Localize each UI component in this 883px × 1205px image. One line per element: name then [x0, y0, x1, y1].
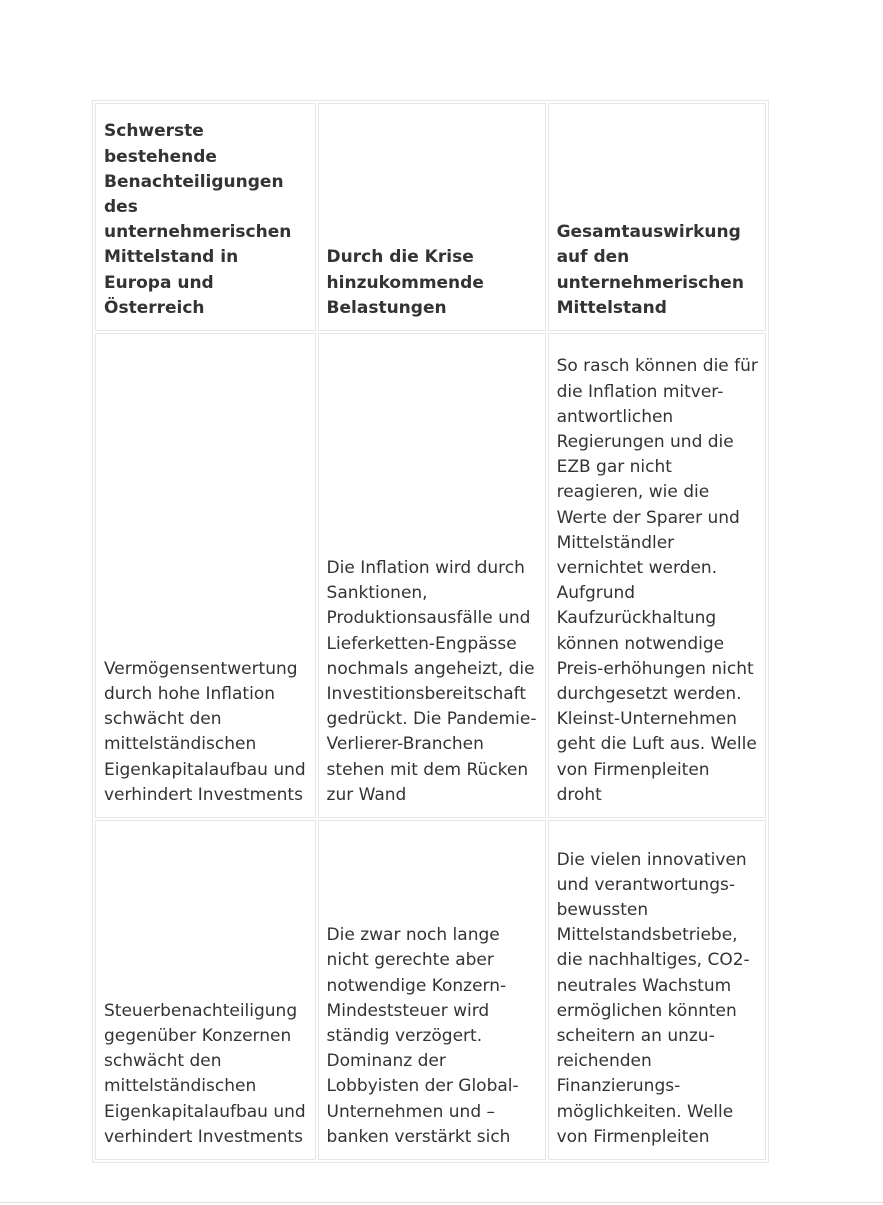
header-crisis-burdens: Durch die Krise hinzukommende Belastungen [318, 103, 546, 331]
table-cell: Steuerbenachteiligung gegenüber Konzernen schwächt den mittelständischen Eigenkapitalaufbau und verhindert Investments [95, 820, 316, 1160]
table-row [95, 820, 766, 1160]
table-cell: Die zwar noch lange nicht gerechte aber notwendige Konzern-Mindeststeuer wird ständig verzögert. Dominanz der Lobbyisten der Global-Unternehmen und –banken verstärkt sich [318, 820, 546, 1160]
page-bottom-divider [0, 1202, 883, 1203]
table-row [95, 333, 766, 818]
table-cell: Die vielen innovativen und verantwortungs-bewussten Mittelstandsbetriebe, die nachhaltiges, CO2-neutrales Wachstum ermöglichen könnten scheitern an unzu-reichenden Finanzierungs-möglichkeiten. Welle von Firmenpleiten [548, 820, 766, 1160]
table-cell: Vermögensentwertung durch hohe Inflation schwächt den mittelständischen Eigenkapitalaufbau und verhindert Investments [95, 333, 316, 818]
comparison-table [92, 100, 769, 1163]
table-header-row [95, 103, 766, 331]
header-overall-impact: Gesamtauswirkung auf den unternehmerischen Mittelstand [548, 103, 766, 331]
header-existing-disadvantages: Schwerste bestehende Benachteiligungen des unternehmerischen Mittelstand in Europa und Österreich [95, 103, 316, 331]
table-cell: Die Inflation wird durch Sanktionen, Produktionsausfälle und Lieferketten-Engpässe nochmals angeheizt, die Investitionsbereitschaft gedrückt. Die Pandemie-Verlierer-Branchen stehen mit dem Rücken zur Wand [318, 333, 546, 818]
table-cell: So rasch können die für die Inflation mitver-antwortlichen Regierungen und die EZB gar nicht reagieren, wie die Werte der Sparer und Mittelständler vernichtet werden. Aufgrund Kaufzurückhaltung können notwendige Preis-erhöhungen nicht durchgesetzt werden. Kleinst-Unternehmen geht die Luft aus. Welle von Firmenpleiten droht [548, 333, 766, 818]
